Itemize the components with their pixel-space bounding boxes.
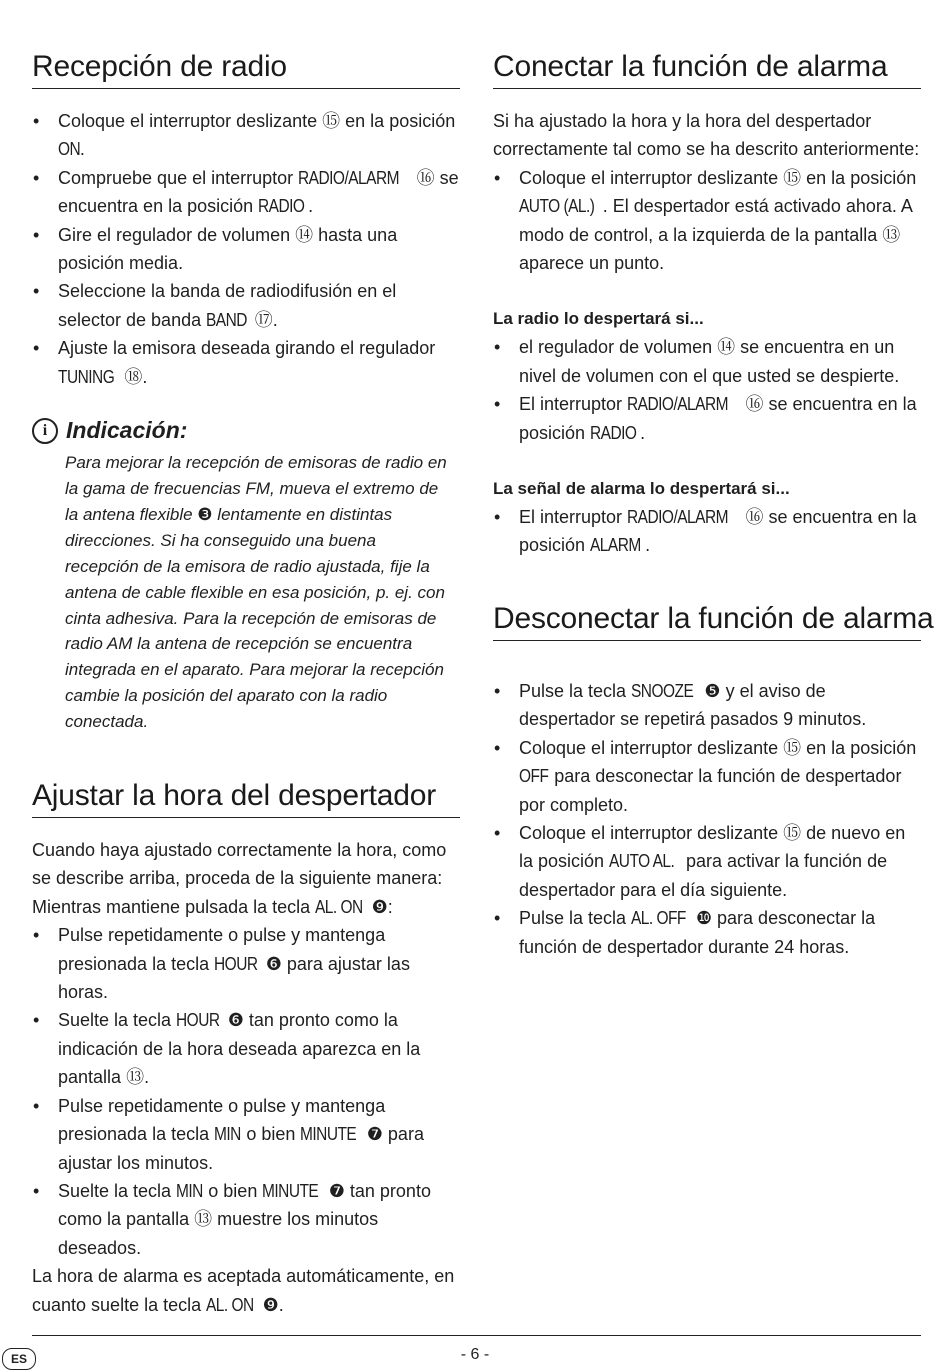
list-item: • Pulse la tecla SNOOZE ❺ y el aviso de despertador se repetirá pasados 9 minutos. (493, 677, 921, 734)
list-item: • Gire el regulador de volumen ⑭ hasta una posición media. (32, 221, 460, 278)
section-title-disconnect-alarm: Desconectar la función de alarma (493, 602, 921, 641)
list-item: • Coloque el interruptor deslizante ⑮ de nuevo en la posición AUTO AL. para activar la función de despertador para el día siguiente. (493, 819, 921, 904)
disconnect-list (493, 677, 921, 961)
page-number: - 6 - (460, 1346, 490, 1363)
alarm-time-list (32, 921, 460, 1262)
section-title-radio: Recepción de radio (32, 50, 460, 89)
intro-paragraph: Si ha ajustado la hora y la hora del despertador correctamente tal como se ha descrito anteriormente: (493, 111, 920, 160)
list-item: • Coloque el interruptor deslizante ⑮ en la posición ON. (32, 107, 460, 164)
subheading-signal-wake: La señal de alarma lo despertará si... (493, 479, 790, 499)
note-body: Para mejorar la recepción de emisoras de radio en la gama de frecuencias FM, mueva el extremo de la antena flexible ❸ lentamente en distintas direcciones. Si ha conseguido una buena recepción de la emisora de radio ajustada, fije la antena de cable flexible en esa posición, p. ej. con cinta adhesiva. Para la recepción de emisoras de radio AM la antena de recepción se encuentra integrada en el aparato. Para mejorar la recepción cambie la posición del aparato con la radio conectada. (65, 453, 447, 732)
section-title-alarm-time: Ajustar la hora del despertador (32, 779, 460, 818)
radio-list (32, 107, 460, 391)
list-item: • Coloque el interruptor deslizante ⑮ en la posición OFF para desconectar la función de despertador por completo. (493, 734, 921, 819)
hold-instruction: Mientras mantiene pulsada la tecla AL. ON ❾: (32, 896, 393, 917)
list-item: • Coloque el interruptor deslizante ⑮ en la posición AUTO (AL.) . El despertador está activado ahora. A modo de control, a la izquierda de la pantalla ⑬ aparece un punto. (493, 164, 921, 278)
intro-paragraph: Cuando haya ajustado correctamente la hora, como se describe arriba, proceda de la siguiente manera: (32, 840, 447, 889)
language-badge: ES (2, 1348, 36, 1370)
section-title-connect-alarm: Conectar la función de alarma (493, 50, 921, 89)
list-item: • Suelte la tecla MIN o bien MINUTE ❼ tan pronto como la pantalla ⑬ muestre los minutos deseados. (32, 1177, 460, 1262)
list-item: • Ajuste la emisora deseada girando el regulador TUNING ⑱. (32, 334, 460, 391)
note-header (32, 417, 460, 444)
radio-wake-list (493, 333, 921, 447)
list-item: • Pulse la tecla AL. OFF ❿ para desconectar la función de despertador durante 24 horas. (493, 904, 921, 961)
connect-list (493, 164, 921, 278)
list-item: • Compruebe que el interruptor RADIO/ALARM ⑯ se encuentra en la posición RADIO . (32, 164, 460, 221)
signal-wake-list (493, 503, 921, 560)
list-item: • Pulse repetidamente o pulse y mantenga presionada la tecla MIN o bien MINUTE ❼ para ajustar los minutos. (32, 1092, 460, 1177)
outro-paragraph: La hora de alarma es aceptada automáticamente, en cuanto suelte la tecla AL. ON ❾. (32, 1266, 455, 1315)
subheading-radio-wake: La radio lo despertará si... (493, 309, 704, 329)
footer-divider (32, 1335, 921, 1336)
list-item: • el regulador de volumen ⑭ se encuentra en un nivel de volumen con el que usted se despierte. (493, 333, 921, 390)
list-item: • Pulse repetidamente o pulse y mantenga presionada la tecla HOUR ❻ para ajustar las horas. (32, 921, 460, 1006)
list-item: • Seleccione la banda de radiodifusión en el selector de banda BAND ⑰. (32, 277, 460, 334)
right-column (493, 0, 934, 961)
note-title: Indicación: (66, 417, 188, 444)
list-item: • El interruptor RADIO/ALARM ⑯ se encuentra en la posición RADIO . (493, 390, 921, 447)
list-item: • El interruptor RADIO/ALARM ⑯ se encuentra en la posición ALARM . (493, 503, 921, 560)
info-icon: i (32, 418, 58, 444)
list-item: • Suelte la tecla HOUR ❻ tan pronto como la indicación de la hora deseada aparezca en la pantalla ⑬. (32, 1006, 460, 1091)
left-column (32, 0, 460, 1319)
